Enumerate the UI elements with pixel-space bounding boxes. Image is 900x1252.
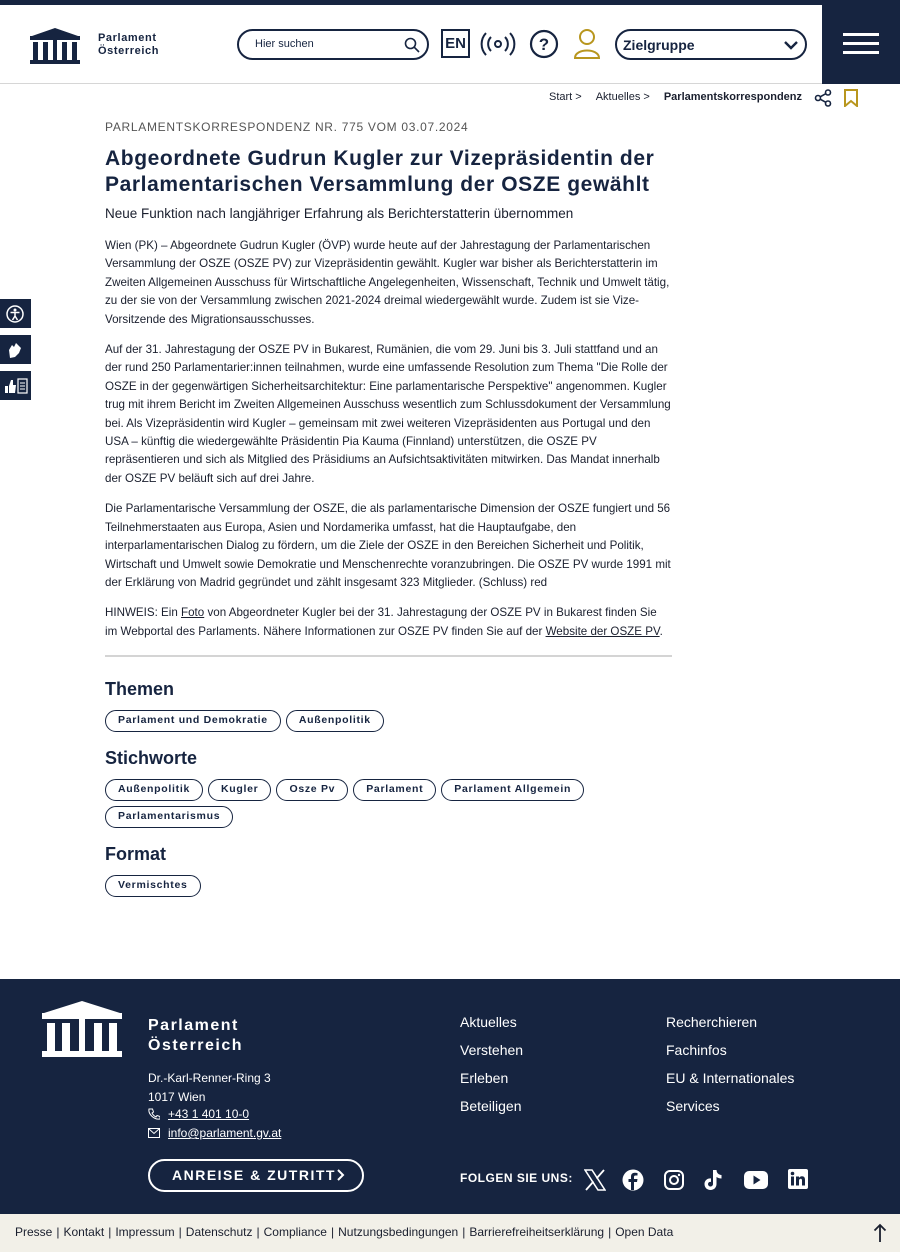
- legal-link-impressum[interactable]: Impressum: [115, 1225, 175, 1239]
- search-icon[interactable]: [404, 37, 420, 53]
- footer-nav-col-2: [666, 1008, 794, 1120]
- article-title: Abgeordnete Gudrun Kugler zur Vizepräsidentin der Parlamentarischen Versammlung der OSZE gewählt: [105, 147, 655, 196]
- language-switch-button[interactable]: EN: [441, 29, 470, 58]
- footer-nav-verstehen[interactable]: Verstehen: [460, 1042, 524, 1058]
- follow-us-label: FOLGEN SIE UNS:: [460, 1171, 573, 1185]
- target-group-select[interactable]: [615, 29, 807, 60]
- share-icon[interactable]: [814, 89, 832, 107]
- site-logo[interactable]: [30, 26, 159, 64]
- article-meta: PARLAMENTSKORRESPONDENZ NR. 775 VOM 03.07.2024: [105, 120, 469, 134]
- tag-chip[interactable]: Außenpolitik: [286, 710, 384, 732]
- footer-nav-col-1: [460, 1008, 523, 1120]
- separator: |: [608, 1225, 612, 1239]
- article-body: [105, 237, 672, 641]
- email-link[interactable]: info@parlament.gv.at: [168, 1126, 282, 1140]
- article: [105, 120, 672, 897]
- chevron-right-icon: [336, 1167, 346, 1183]
- separator: |: [178, 1225, 182, 1239]
- x-icon[interactable]: [584, 1169, 606, 1191]
- footer-name-line-1: Parlament: [148, 1017, 239, 1034]
- footer-address: [148, 1069, 271, 1106]
- breadcrumb-current: Parlamentskorrespondenz: [663, 91, 802, 103]
- legal-link-kontakt[interactable]: Kontakt: [63, 1225, 105, 1239]
- anreise-label: ANREISE & ZUTRITT: [172, 1167, 336, 1183]
- separator: |: [462, 1225, 466, 1239]
- accessibility-icon: [6, 305, 24, 323]
- legal-link-nutzungsbedingungen[interactable]: Nutzungsbedingungen: [338, 1225, 459, 1239]
- address-city: 1017 Wien: [148, 1089, 206, 1104]
- chevron-down-icon: [783, 37, 799, 53]
- menu-button[interactable]: [822, 0, 900, 84]
- site-footer: [0, 979, 900, 1214]
- legal-bar: [0, 1214, 900, 1252]
- svg-text:?: ?: [538, 35, 550, 54]
- target-group-label: Zielgruppe: [623, 37, 695, 53]
- tag-chip[interactable]: Vermischtes: [105, 875, 201, 897]
- linkedin-icon[interactable]: [788, 1169, 808, 1189]
- youtube-icon[interactable]: [744, 1171, 768, 1189]
- note-text: HINWEIS: Ein: [105, 606, 182, 620]
- breadcrumb-start[interactable]: Start >: [549, 91, 582, 103]
- parliament-logo-icon: [30, 26, 80, 64]
- tag-chip[interactable]: Parlament und Demokratie: [105, 710, 281, 732]
- breadcrumb: [549, 91, 802, 103]
- format-heading: Format: [105, 844, 167, 865]
- footer-logo-text: [148, 1016, 243, 1056]
- site-header: [0, 5, 900, 84]
- stichworte-tags: [105, 779, 672, 828]
- footer-email: [148, 1126, 281, 1140]
- legal-link-datenschutz[interactable]: Datenschutz: [185, 1225, 253, 1239]
- separator: |: [56, 1225, 60, 1239]
- tag-chip[interactable]: Kugler: [208, 779, 271, 801]
- legal-link-open-data[interactable]: Open Data: [615, 1225, 674, 1239]
- logo-text: [98, 32, 159, 58]
- footer-nav-erleben[interactable]: Erleben: [460, 1070, 509, 1086]
- article-paragraph: Die Parlamentarische Versammlung der OSZE, die als parlamentarische Dimension der OSZE fungiert und 56 Teilnehmerstaaten aus Europa, Asien und Nordamerika umfasst, hat die Hauptaufgabe, den interparlamentarischen Dialog zu fördern, um die Ziele der OSZE in den Bereichen Sicherheit und Politik, Wirtschaft und Umwelt sowie Demokratie und Menschenrechte voranzubringen. Die OSZE PV wurde 1991 mit der Erklärung von Madrid gegründet und zählt insgesamt 323 Mitglieder. (Schluss) red: [105, 502, 671, 589]
- phone-icon: [148, 1108, 160, 1120]
- legal-link-presse[interactable]: Presse: [15, 1225, 53, 1239]
- format-tags: [105, 875, 672, 897]
- bookmark-icon[interactable]: [843, 89, 859, 107]
- themen-heading: Themen: [105, 679, 175, 700]
- legal-links: [15, 1225, 673, 1239]
- logo-line-2: Österreich: [98, 45, 160, 57]
- mail-icon: [148, 1128, 160, 1138]
- note-text: .: [659, 624, 663, 638]
- separator: |: [108, 1225, 112, 1239]
- stichworte-heading: Stichworte: [105, 748, 198, 769]
- menu-icon-bar: [843, 51, 879, 54]
- sign-language-icon: [6, 341, 24, 359]
- broadcast-icon[interactable]: [480, 30, 516, 58]
- tag-chip[interactable]: Außenpolitik: [105, 779, 203, 801]
- menu-icon-bar: [843, 42, 879, 45]
- legal-link-barrierefreiheit[interactable]: Barrierefreiheitserklärung: [469, 1225, 605, 1239]
- sign-language-button[interactable]: [0, 334, 32, 365]
- footer-name-line-2: Österreich: [148, 1037, 244, 1054]
- footer-nav-recherchieren[interactable]: Recherchieren: [666, 1014, 758, 1030]
- osze-website-link[interactable]: Website der OSZE PV: [545, 624, 660, 638]
- tiktok-icon[interactable]: [703, 1169, 723, 1191]
- footer-nav-eu-internationales[interactable]: EU & Internationales: [666, 1070, 795, 1086]
- parliament-logo-icon[interactable]: [42, 999, 122, 1057]
- article-paragraph: Auf der 31. Jahrestagung der OSZE PV in Bukarest, Rumänien, die vom 29. Juni bis 3. Juli stattfand und an der rund 250 Parlamentarier:innen teilnahmen, wurde eine umfassende Resolution zum Thema "Die Rolle der OSZE in der gegenwärtigen Sicherheitsarchitektur: Eine parlamentarische Perspektive" angenommen. Kugler trug mit ihrem Bericht im Zweiten Allgemeinen Ausschuss wesentlich zum Schlussdokument der Versammlung bei. Als Vizepräsidentin wird Kugler – gemeinsam mit zwei weiteren Vizepräsidenten aus Portugal und den USA – künftig die wiedergewählte Präsidentin Pia Kauma (Finnland) unterstützen, die OSZE PV repräsentieren und sich als Mitglied des Präsidiums an Aufsichtsaktivitäten mitwirken. Das Mandat innerhalb der OSZE PV beläuft sich auf drei Jahre.: [105, 343, 671, 485]
- separator: |: [330, 1225, 335, 1239]
- legal-link-compliance[interactable]: Compliance: [263, 1225, 327, 1239]
- instagram-icon[interactable]: [663, 1169, 685, 1191]
- divider: [105, 655, 672, 657]
- facebook-icon[interactable]: [622, 1169, 644, 1191]
- article-paragraph: Wien (PK) – Abgeordnete Gudrun Kugler (ÖVP) wurde heute auf der Jahrestagung der Parlamentarischen Versammlung der OSZE (OSZE PV) zur Vizepräsidentin gewählt. Kugler war bisher als Berichterstatterin im Zweiten Allgemeinen Ausschuss für Wirtschaftliche Angelegenheiten, Wissenschaft, Technik und Umwelt tätig, zu der sie von der Versammlung zwischen 2021-2024 dreimal wiedergewählt wurde. Zudem ist sie Vize-Vorsitzende des Migrationsausschusses.: [105, 239, 670, 326]
- footer-nav-aktuelles[interactable]: Aktuelles: [460, 1014, 517, 1030]
- tag-chip[interactable]: Osze Pv: [276, 779, 348, 801]
- article-note: [105, 604, 672, 641]
- foto-link[interactable]: Foto: [181, 606, 205, 620]
- tag-chip[interactable]: Parlament: [353, 779, 436, 801]
- footer-phone: [148, 1107, 249, 1121]
- footer-nav-services[interactable]: Services: [666, 1098, 720, 1114]
- separator: |: [256, 1225, 260, 1239]
- footer-nav-beteiligen[interactable]: Beteiligen: [460, 1098, 522, 1114]
- anreise-button[interactable]: [148, 1159, 364, 1192]
- accessibility-tool-button[interactable]: [0, 298, 32, 329]
- address-street: Dr.-Karl-Renner-Ring 3: [148, 1071, 271, 1085]
- tag-chip[interactable]: Parlamentarismus: [105, 806, 233, 828]
- arrow-up-icon[interactable]: [873, 1223, 887, 1243]
- user-icon[interactable]: [573, 28, 601, 60]
- menu-icon: [843, 33, 879, 36]
- help-icon[interactable]: [529, 29, 559, 59]
- search-input[interactable]: [255, 38, 395, 50]
- easy-language-button[interactable]: [0, 370, 32, 401]
- search-box[interactable]: [237, 29, 429, 60]
- footer-nav-fachinfos[interactable]: Fachinfos: [666, 1042, 727, 1058]
- note-text: von Abgeordneter Kugler bei der 31. Jahrestagung der OSZE PV in Bukarest finden Sie im Webportal des Parlaments. Nähere Informationen zur OSZE PV finden Sie auf der: [105, 606, 657, 638]
- easy-language-icon: [3, 377, 29, 395]
- themen-tags: [105, 710, 672, 732]
- tag-chip[interactable]: Parlament Allgemein: [441, 779, 584, 801]
- article-subtitle: Neue Funktion nach langjähriger Erfahrung als Berichterstatterin übernommen: [105, 206, 574, 221]
- logo-line-1: Parlament: [98, 32, 157, 44]
- breadcrumb-aktuelles[interactable]: Aktuelles >: [595, 91, 650, 103]
- phone-link[interactable]: +43 1 401 10-0: [168, 1107, 250, 1121]
